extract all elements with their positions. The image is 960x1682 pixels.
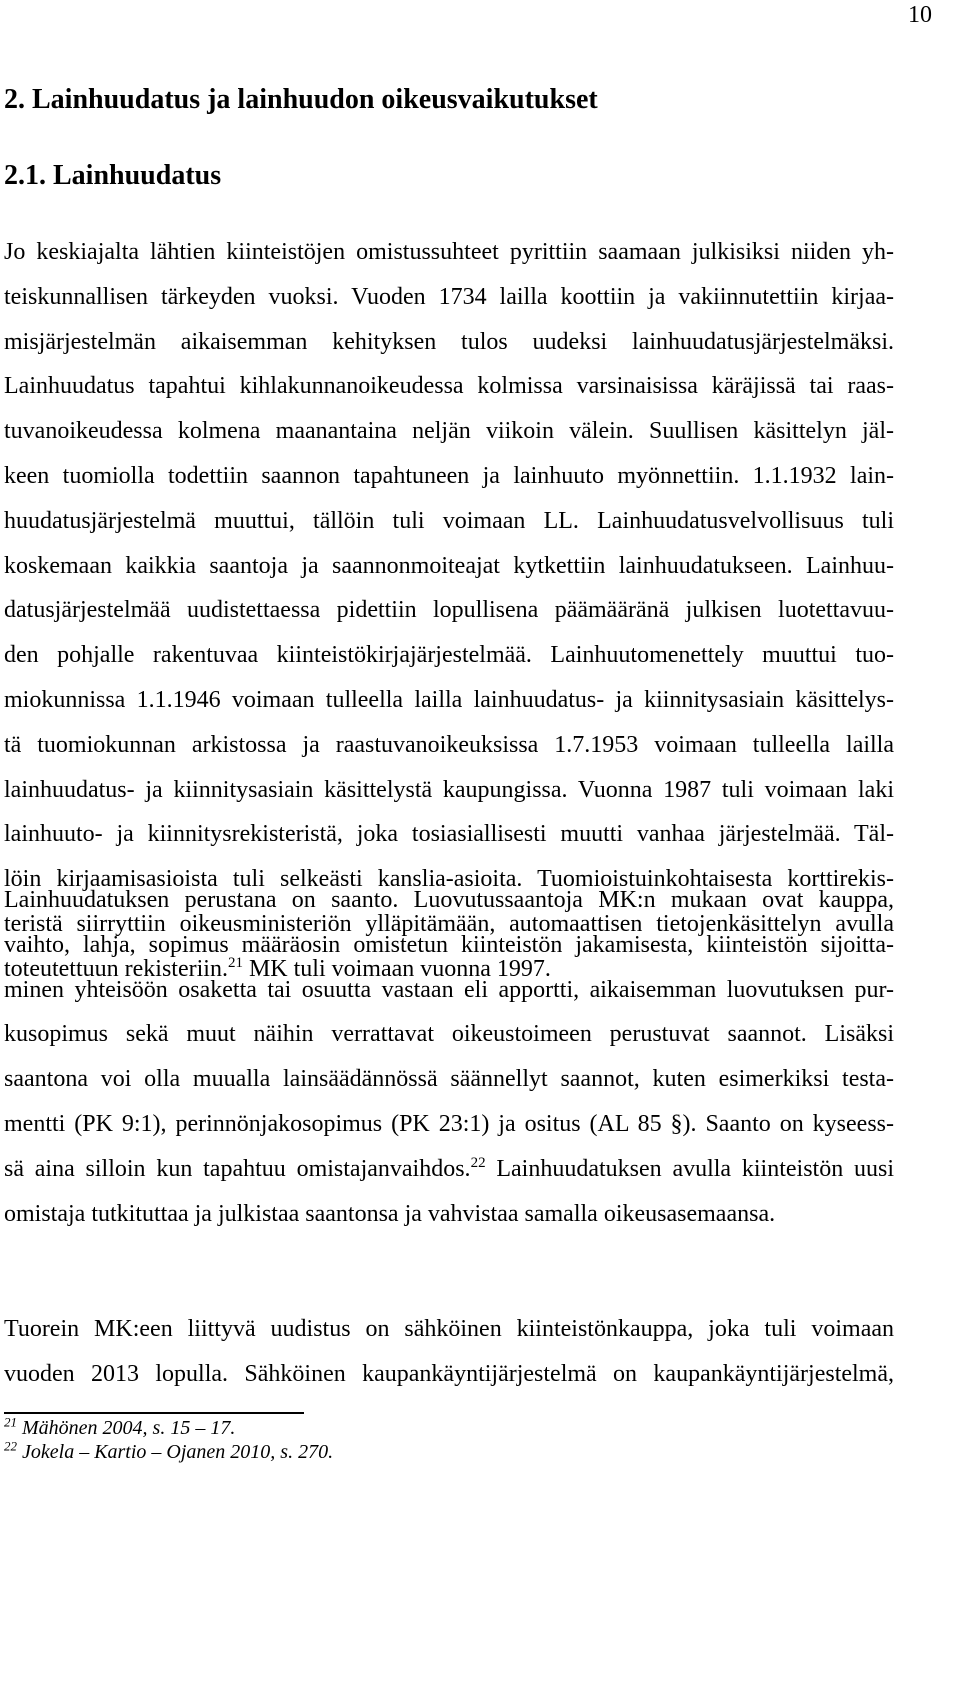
text-line: omistaja tutkituttaa ja julkistaa saantonsa ja vahvistaa samalla oikeusasemaansa. xyxy=(4,1200,776,1227)
text-line: vaihto, lahja, sopimus määräosin omistetun kiinteistön jakamisesta, kiinteistön sijoitta- xyxy=(4,931,894,958)
subsection-heading: 2.1. Lainhuudatus xyxy=(4,160,222,191)
text-line: kusopimus sekä muut näihin verrattavat oikeustoimeen perustuvat saannot. Lisäksi xyxy=(4,1021,894,1048)
text-line: huudatusjärjestelmä muuttui, tällöin tuli voimaan LL. Lainhuudatusvelvollisuus tuli xyxy=(4,507,894,534)
text-line: teiskunnallisen tärkeyden vuoksi. Vuoden 1734 lailla koottiin ja vakiinnutettiin kirjaa- xyxy=(4,283,894,310)
footnote-text: Mähönen 2004, s. 15 – 17. xyxy=(22,1417,236,1439)
text-line: misjärjestelmän aikaisemman kehityksen tulos uudeksi lainhuudatusjärjestelmäksi. xyxy=(4,328,894,355)
footnotes xyxy=(4,1416,333,1464)
text-line: Jo keskiajalta lähtien kiinteistöjen omistussuhteet pyrittiin saamaan julkisiksi niiden yh- xyxy=(4,239,894,265)
text-line: miokunnissa 1.1.1946 voimaan tulleella lailla lainhuudatus- ja kiinnitysasiain käsittelys- xyxy=(4,686,894,713)
text-line: Lainhuudatuksen perustana on saanto. Luovutussaantoja MK:n mukaan ovat kauppa, xyxy=(4,887,894,913)
text-line: saantona voi olla muualla lainsäädännössä säännellyt saannot, kuten esimerkiksi testa- xyxy=(4,1066,894,1093)
page-number: 10 xyxy=(908,2,932,28)
text-line: lainhuuto- ja kiinnitysrekisteristä, joka tosiasiallisesti muutti vanhaa järjestelmää. Täl- xyxy=(4,821,894,848)
footnote-ref: 21 xyxy=(227,954,243,971)
paragraph-electronic-trade xyxy=(4,1307,894,1397)
text-line: keen tuomiolla todettiin saannon tapahtuneen ja lainhuuto myönnettiin. 1.1.1932 lain- xyxy=(4,462,894,489)
text-line: lainhuudatus- ja kiinnitysasiain käsittelystä kaupungissa. Vuonna 1987 tuli voimaan laki xyxy=(4,776,894,803)
text-line: teristä siirryttiin oikeusministeriön ylläpitämään, automaattisen tietojenkäsittelyn avulla xyxy=(4,910,894,937)
text-line: datusjärjestelmää uudistettaessa pidettiin lopullisena päämääränä julkisen luotettavuu- xyxy=(4,597,894,624)
text-line: Tuorein MK:een liittyvä uudistus on sähköinen kiinteistönkauppa, joka tuli voimaan xyxy=(4,1316,894,1342)
text-fragment: Lainhuudatuksen avulla kiinteistön uusi xyxy=(485,1155,895,1182)
text-line: tuvanoikeudessa kolmena maanantaina neljän viikoin välein. Suullisen käsittelyn jäl- xyxy=(4,418,894,445)
text-line: tä tuomiokunnan arkistossa ja raastuvanoikeuksissa 1.7.1953 voimaan tulleella lailla xyxy=(4,731,894,758)
text-line: koskemaan kaikkia saantoja ja saannonmoiteajat kytkettiin lainhuudatukseen. Lainhuu- xyxy=(4,552,894,579)
footnote-number: 22 xyxy=(4,1438,17,1454)
text-fragment: sä aina silloin kun tapahtuu omistajanvaihdos. xyxy=(4,1155,471,1182)
footnote-divider xyxy=(4,1412,304,1414)
section-heading: 2. Lainhuudatus ja lainhuudon oikeusvaikutukset xyxy=(4,84,598,115)
footnote-number: 21 xyxy=(4,1414,17,1430)
text-line: minen yhteisöön osaketta tai osuutta vastaan eli apportti, aikaisemman luovutuksen pur- xyxy=(4,976,894,1003)
text-fragment: toteutettuun rekisteriin. xyxy=(4,955,228,982)
text-line: vuoden 2013 lopulla. Sähköinen kaupankäyntijärjestelmä on kaupankäyntijärjestelmä, xyxy=(4,1360,894,1387)
footnote xyxy=(4,1416,333,1440)
text-fragment: MK tuli voimaan vuonna 1997. xyxy=(242,955,551,982)
text-line: mentti (PK 9:1), perinnönjakosopimus (PK 23:1) ja ositus (AL 85 §). Saanto on kyseess- xyxy=(4,1110,894,1137)
text-line: löin kirjaamisasioista tuli selkeästi kanslia-asioita. Tuomioistuinkohtaisesta korttirekis- xyxy=(4,866,894,893)
paragraph-acquisition xyxy=(4,878,894,1236)
text-line: den pohjalle rakentuvaa kiinteistökirjajärjestelmää. Lainhuutomenettely muuttui tuo- xyxy=(4,642,894,669)
footnote xyxy=(4,1440,333,1464)
footnote-text: Jokela – Kartio – Ojanen 2010, s. 270. xyxy=(22,1441,334,1463)
footnote-ref: 22 xyxy=(470,1154,486,1171)
text-line xyxy=(4,1147,894,1192)
text-line: Lainhuudatus tapahtui kihlakunnanoikeudessa kolmissa varsinaisissa käräjissä tai raas- xyxy=(4,373,894,400)
